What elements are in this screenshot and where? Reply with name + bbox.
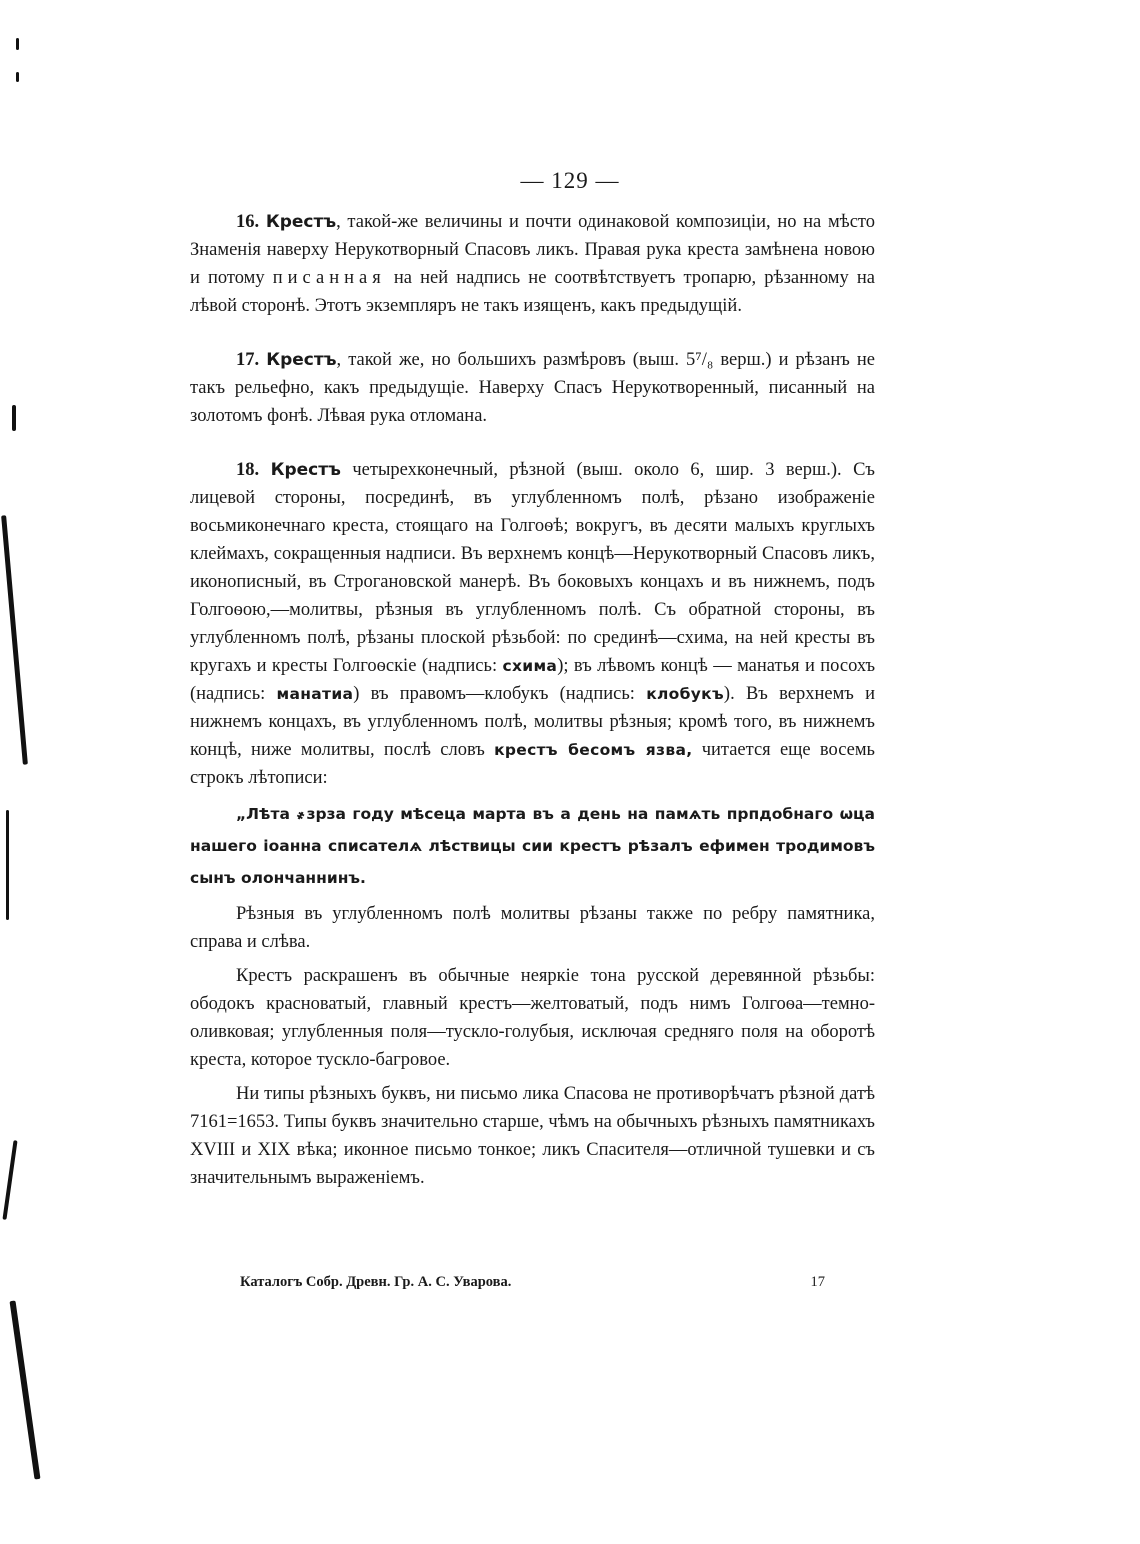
margin-mark-6: [2, 1140, 17, 1220]
paragraph-painting: Крестъ раскрашенъ въ обычные неяркіе тона русской деревянной рѣзьбы: ободокъ красноватый, главный крестъ—желтоватый, подъ нимъ Голгоѳа—темно-оливковая; углубленныя поля—тускло-голубыя, исключая средняго поля на оборотѣ креста, которое тускло-багровое.: [190, 966, 875, 1070]
slavonic-inscription: клобукъ: [646, 685, 724, 703]
paragraph-text: , такой-же величины и почти одинаковой композиціи, но на мѣсто Знаменія наверху Нерукотворный Спасовъ ликъ. Правая рука креста замѣнена новою и потому: [190, 212, 875, 288]
margin-mark-2: [16, 72, 19, 82]
paragraph-carved-prayers: Рѣзныя въ углубленномъ полѣ молитвы рѣзаны также по ребру памятника, справа и слѣва.: [190, 904, 875, 952]
page-body: [190, 208, 875, 1192]
paragraph-text: ). Въ верхнемъ и нижнемъ концахъ, въ углубленномъ полѣ, молитвы рѣзныя; кромѣ того, въ нижнемъ концѣ, ниже молитвы, послѣ словъ: [190, 684, 875, 760]
paragraph-text: на ней надпись не соотвѣтствуетъ тропарю, рѣзанному на лѣвой сторонѣ. Этотъ экземпляръ не такъ изященъ, какъ предыдущій.: [190, 268, 875, 316]
item-number: 18.: [236, 460, 260, 480]
item-number: 17.: [236, 350, 260, 370]
item-keyword: Крестъ: [265, 212, 337, 232]
page-number: — 129 —: [520, 168, 620, 193]
slavonic-inscription: манатиа: [276, 685, 354, 703]
paragraph-letter-types: Ни типы рѣзныхъ буквъ, ни письмо лика Спасова не противорѣчатъ рѣзной датѣ 7161=1653. Типы буквъ значительно старше, чѣмъ на обычныхъ рѣзныхъ памятникахъ XVIII и XIX вѣка; иконное письмо тонкое; ликъ Спасителя—отличной тушевки и съ значительнымъ выраженіемъ.: [190, 1084, 875, 1188]
item-keyword: Крестъ: [270, 460, 341, 480]
slavonic-inscription: схима: [502, 657, 558, 675]
slavonic-inscription: крестъ бесомъ язва,: [494, 741, 693, 759]
item-keyword: Крестъ: [266, 350, 337, 370]
margin-mark-3: [12, 405, 16, 431]
signature-mark: 17: [810, 1274, 825, 1290]
margin-mark-5: [6, 810, 9, 920]
paragraph-text: четырехконечный, рѣзной (выш. около 6, шир. 3 верш.). Съ лицевой стороны, посрединѣ, въ углубленномъ полѣ, рѣзано изображеніе восьмиконечнаго креста, стоящаго на Голгоѳѣ; вокругъ, въ десяти малыхъ круглыхъ клеймахъ, сокращенныя надписи. Въ верхнемъ концѣ—Нерукотворный Спасовъ ликъ, иконописный, въ Строгановской манерѣ. Въ боковыхъ концахъ и въ нижнемъ, подъ Голгоѳою,—молитвы, рѣзныя въ углубленномъ полѣ. Съ обратной стороны, въ углубленномъ полѣ, рѣзаны плоской рѣзьбой: по срединѣ—схима, на ней кресты въ кругахъ и кресты Голгоѳскіе (надпись:: [190, 460, 875, 676]
margin-mark-1: [16, 38, 19, 50]
paragraph-text: ) въ правомъ—клобукъ (надпись:: [353, 684, 647, 704]
paragraph-text: читается еще восемь строкъ лѣтописи:: [190, 740, 875, 788]
margin-mark-7: [10, 1300, 41, 1479]
margin-mark-4: [1, 515, 28, 764]
paragraph-text: ); въ лѣвомъ концѣ — манатья и посохъ (надпись:: [190, 656, 876, 704]
paragraph-16: [190, 208, 875, 320]
page-footer: [240, 1274, 825, 1291]
chronicle-quote: „Лѣта ҂зрза году мѣсеца марта въ а день на памѧть прпдобнаго ѡца нашего іоанна списателѧ лѣствицы сии крестъ рѣзалъ ефимен тродимовъ сынъ олончаннинъ.: [190, 805, 875, 887]
item-number: 16.: [236, 212, 260, 232]
catalog-title: Каталогъ Собр. Древн. Гр. А. С. Уварова.: [240, 1274, 512, 1290]
paragraph-text: , такой же, но большихъ размѣровъ (выш. 5⁷/₈ верш.) и рѣзанъ не такъ рельефно, какъ предыдущіе. Наверху Спасъ Нерукотворенный, писанный на золотомъ фонѣ. Лѣвая рука отломана.: [190, 350, 876, 426]
paragraph-18: [190, 456, 875, 792]
spaced-word: писанная: [272, 268, 386, 288]
paragraph-17: [190, 346, 875, 430]
